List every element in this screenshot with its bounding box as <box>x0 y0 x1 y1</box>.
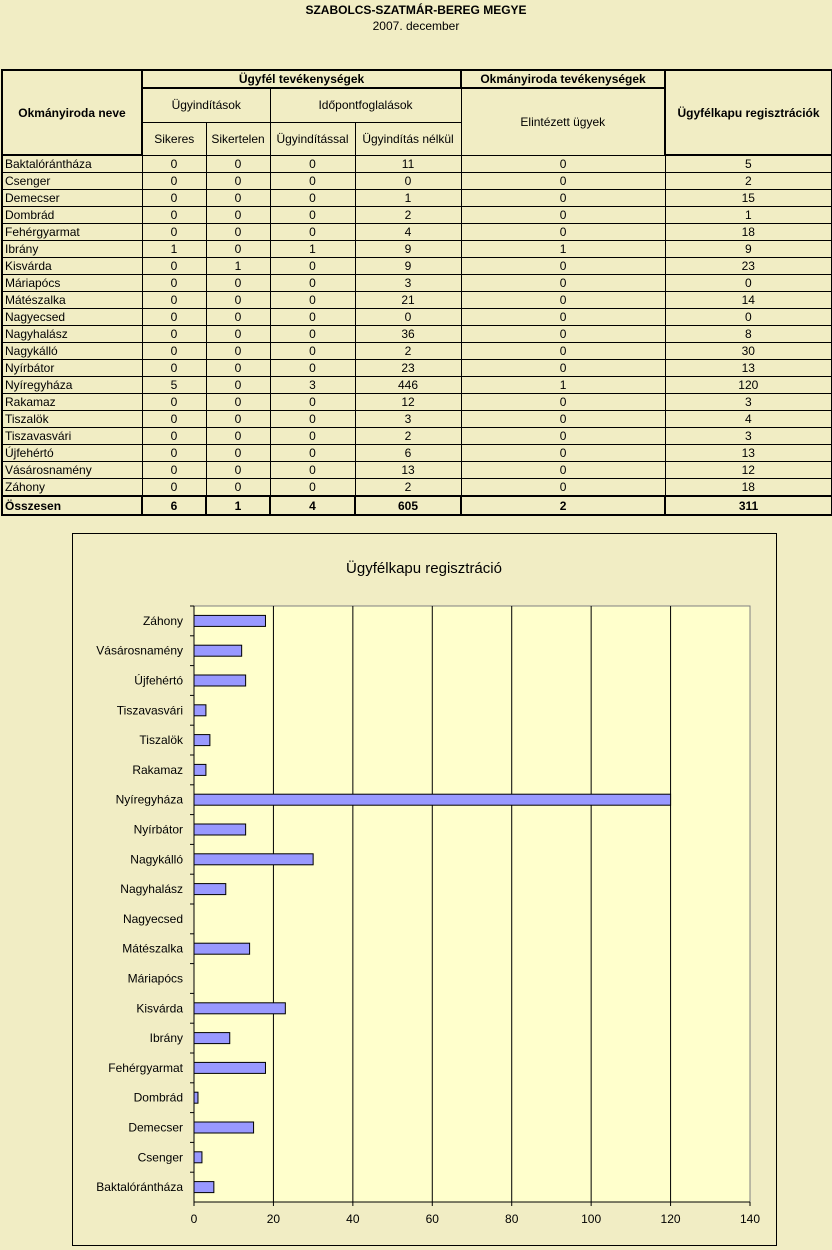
value-cell: 0 <box>206 343 270 360</box>
value-cell: 18 <box>665 224 832 241</box>
value-cell: 0 <box>461 258 665 275</box>
category-label: Kisvárda <box>136 1001 183 1016</box>
table-row <box>2 343 832 360</box>
table-row <box>2 428 832 445</box>
sub-case-launches: Ügyindítások <box>142 88 270 122</box>
gateway-registration-chart <box>73 534 776 1245</box>
bar <box>194 794 671 805</box>
value-cell: 0 <box>461 343 665 360</box>
value-cell: 0 <box>142 207 206 224</box>
table-row <box>2 241 832 258</box>
value-cell: 0 <box>206 377 270 394</box>
x-tick-label: 120 <box>660 1212 681 1226</box>
value-cell: 0 <box>461 173 665 190</box>
value-cell: 0 <box>461 394 665 411</box>
value-cell: 0 <box>206 428 270 445</box>
value-cell: 0 <box>270 292 355 309</box>
total-cell: 2 <box>461 496 665 515</box>
x-tick-label: 80 <box>505 1212 519 1226</box>
total-cell: 1 <box>206 496 270 515</box>
value-cell: 0 <box>270 428 355 445</box>
x-tick-label: 20 <box>266 1212 281 1226</box>
office-name-cell: Tiszalök <box>2 411 142 428</box>
office-name-cell: Kisvárda <box>2 258 142 275</box>
value-cell: 0 <box>142 343 206 360</box>
value-cell: 0 <box>142 428 206 445</box>
office-name-cell: Nyírbátor <box>2 360 142 377</box>
office-name-cell: Fehérgyarmat <box>2 224 142 241</box>
value-cell: 1 <box>206 258 270 275</box>
value-cell: 5 <box>665 155 832 173</box>
value-cell: 2 <box>355 428 461 445</box>
value-cell: 3 <box>355 275 461 292</box>
category-label: Fehérgyarmat <box>108 1060 183 1075</box>
value-cell: 1 <box>461 241 665 258</box>
category-label: Újfehértó <box>134 673 183 688</box>
value-cell: 3 <box>665 394 832 411</box>
total-row <box>2 496 832 515</box>
table-row <box>2 155 832 173</box>
category-label: Baktalórántháza <box>96 1180 183 1195</box>
office-name-cell: Mátészalka <box>2 292 142 309</box>
value-cell: 0 <box>461 326 665 343</box>
value-cell: 0 <box>270 343 355 360</box>
category-label: Tiszavasvári <box>116 703 183 718</box>
value-cell: 0 <box>142 445 206 462</box>
value-cell: 2 <box>355 343 461 360</box>
office-name-cell: Záhony <box>2 479 142 497</box>
value-cell: 0 <box>461 309 665 326</box>
category-label: Vásárosnamény <box>96 643 183 658</box>
value-cell: 0 <box>461 479 665 497</box>
value-cell: 12 <box>355 394 461 411</box>
bar <box>194 735 210 746</box>
value-cell: 0 <box>461 275 665 292</box>
table-row <box>2 377 832 394</box>
col-office-name: Okmányiroda neve <box>2 70 142 155</box>
bar <box>194 764 206 775</box>
value-cell: 0 <box>270 479 355 497</box>
value-cell: 9 <box>665 241 832 258</box>
office-name-cell: Dombrád <box>2 207 142 224</box>
office-name-cell: Baktalórántháza <box>2 155 142 173</box>
table-row <box>2 309 832 326</box>
value-cell: 0 <box>206 173 270 190</box>
value-cell: 0 <box>270 275 355 292</box>
value-cell: 446 <box>355 377 461 394</box>
total-cell: 6 <box>142 496 206 515</box>
table-row <box>2 479 832 497</box>
bar <box>194 943 250 954</box>
value-cell: 0 <box>142 360 206 377</box>
value-cell: 0 <box>142 479 206 497</box>
bar <box>194 884 226 895</box>
value-cell: 0 <box>355 309 461 326</box>
col-gateway-registrations: Ügyfélkapu regisztrációk <box>665 70 832 155</box>
value-cell: 30 <box>665 343 832 360</box>
total-cell: 605 <box>355 496 461 515</box>
bar <box>194 675 246 686</box>
value-cell: 0 <box>270 462 355 479</box>
value-cell: 0 <box>142 326 206 343</box>
value-cell: 0 <box>206 462 270 479</box>
value-cell: 0 <box>142 292 206 309</box>
office-name-cell: Ibrány <box>2 241 142 258</box>
registration-table <box>1 69 832 516</box>
category-label: Ibrány <box>149 1031 183 1046</box>
bar <box>194 645 242 656</box>
value-cell: 0 <box>206 360 270 377</box>
table-row <box>2 360 832 377</box>
value-cell: 0 <box>270 258 355 275</box>
office-name-cell: Nagykálló <box>2 343 142 360</box>
office-name-cell: Máriapócs <box>2 275 142 292</box>
value-cell: 120 <box>665 377 832 394</box>
value-cell: 0 <box>270 155 355 173</box>
value-cell: 14 <box>665 292 832 309</box>
x-tick-label: 140 <box>739 1212 761 1226</box>
x-tick-label: 40 <box>346 1212 360 1226</box>
office-name-cell: Nagyecsed <box>2 309 142 326</box>
leaf-unsuccessful: Sikertelen <box>206 122 270 155</box>
value-cell: 0 <box>461 155 665 173</box>
leaf-with-launch: Ügyindítással <box>270 122 355 155</box>
category-label: Rakamaz <box>132 762 183 777</box>
value-cell: 8 <box>665 326 832 343</box>
value-cell: 9 <box>355 241 461 258</box>
value-cell: 0 <box>206 155 270 173</box>
value-cell: 23 <box>665 258 832 275</box>
value-cell: 0 <box>270 411 355 428</box>
value-cell: 1 <box>270 241 355 258</box>
value-cell: 0 <box>206 224 270 241</box>
table-row <box>2 462 832 479</box>
value-cell: 3 <box>270 377 355 394</box>
value-cell: 1 <box>665 207 832 224</box>
x-tick-label: 0 <box>190 1212 198 1226</box>
table-row <box>2 326 832 343</box>
value-cell: 1 <box>142 241 206 258</box>
value-cell: 21 <box>355 292 461 309</box>
value-cell: 0 <box>270 309 355 326</box>
value-cell: 1 <box>461 377 665 394</box>
page-title: SZABOLCS-SZATMÁR-BEREG MEGYE <box>305 3 527 17</box>
value-cell: 18 <box>665 479 832 497</box>
leaf-without-launch: Ügyindítás nélkül <box>355 122 461 155</box>
value-cell: 0 <box>461 292 665 309</box>
value-cell: 0 <box>206 411 270 428</box>
table-row <box>2 394 832 411</box>
x-tick-label: 100 <box>581 1212 602 1226</box>
x-tick-label: 60 <box>425 1212 439 1226</box>
office-name-cell: Újfehértó <box>2 445 142 462</box>
value-cell: 0 <box>206 445 270 462</box>
value-cell: 0 <box>461 207 665 224</box>
value-cell: 0 <box>461 411 665 428</box>
value-cell: 0 <box>142 155 206 173</box>
value-cell: 0 <box>142 173 206 190</box>
value-cell: 13 <box>665 360 832 377</box>
table-row <box>2 411 832 428</box>
value-cell: 0 <box>270 224 355 241</box>
value-cell: 0 <box>142 411 206 428</box>
value-cell: 0 <box>206 190 270 207</box>
category-label: Nyíregyháza <box>115 792 183 807</box>
office-name-cell: Csenger <box>2 173 142 190</box>
value-cell: 0 <box>206 207 270 224</box>
value-cell: 23 <box>355 360 461 377</box>
bar <box>194 1122 254 1133</box>
category-label: Mátészalka <box>122 941 183 956</box>
value-cell: 0 <box>270 326 355 343</box>
value-cell: 11 <box>355 155 461 173</box>
value-cell: 0 <box>206 394 270 411</box>
value-cell: 0 <box>461 224 665 241</box>
bar <box>194 1062 265 1073</box>
value-cell: 0 <box>355 173 461 190</box>
value-cell: 13 <box>355 462 461 479</box>
value-cell: 4 <box>355 224 461 241</box>
category-label: Nagyhalász <box>120 882 183 897</box>
value-cell: 36 <box>355 326 461 343</box>
value-cell: 0 <box>461 445 665 462</box>
group-office-activities: Okmányiroda tevékenységek <box>461 70 665 88</box>
table-row <box>2 190 832 207</box>
office-name-cell: Tiszavasvári <box>2 428 142 445</box>
value-cell: 0 <box>142 309 206 326</box>
category-label: Dombrád <box>133 1090 183 1105</box>
chart-frame <box>72 533 777 1246</box>
bar <box>194 854 313 865</box>
table-row <box>2 275 832 292</box>
value-cell: 0 <box>142 394 206 411</box>
category-label: Nagyecsed <box>122 911 183 926</box>
value-cell: 0 <box>270 360 355 377</box>
bar <box>194 1182 214 1193</box>
plot-area <box>194 606 750 1202</box>
table-row <box>2 224 832 241</box>
bar <box>194 615 265 626</box>
total-cell: 4 <box>270 496 355 515</box>
table-row <box>2 258 832 275</box>
office-name-cell: Vásárosnamény <box>2 462 142 479</box>
table-row <box>2 445 832 462</box>
value-cell: 0 <box>206 326 270 343</box>
bar <box>194 1033 230 1044</box>
value-cell: 0 <box>270 190 355 207</box>
value-cell: 13 <box>665 445 832 462</box>
bar <box>194 824 246 835</box>
value-cell: 6 <box>355 445 461 462</box>
value-cell: 0 <box>206 309 270 326</box>
value-cell: 0 <box>142 462 206 479</box>
value-cell: 0 <box>461 190 665 207</box>
office-name-cell: Rakamaz <box>2 394 142 411</box>
category-label: Csenger <box>137 1150 183 1165</box>
table-row <box>2 173 832 190</box>
table-row <box>2 292 832 309</box>
chart-title: Ügyfélkapu regisztráció <box>346 560 502 577</box>
value-cell: 0 <box>270 207 355 224</box>
leaf-successful: Sikeres <box>142 122 206 155</box>
category-label: Máriapócs <box>127 971 183 986</box>
value-cell: 0 <box>461 360 665 377</box>
value-cell: 15 <box>665 190 832 207</box>
category-label: Demecser <box>128 1120 183 1135</box>
value-cell: 0 <box>206 275 270 292</box>
total-label: Összesen <box>2 496 142 515</box>
value-cell: 3 <box>355 411 461 428</box>
value-cell: 0 <box>665 275 832 292</box>
bar <box>194 705 206 716</box>
value-cell: 2 <box>665 173 832 190</box>
value-cell: 3 <box>665 428 832 445</box>
office-name-cell: Demecser <box>2 190 142 207</box>
office-name-cell: Nagyhalász <box>2 326 142 343</box>
table-row <box>2 207 832 224</box>
value-cell: 0 <box>206 479 270 497</box>
bar <box>194 1003 285 1014</box>
total-cell: 311 <box>665 496 832 515</box>
value-cell: 0 <box>142 224 206 241</box>
office-name-cell: Nyíregyháza <box>2 377 142 394</box>
value-cell: 9 <box>355 258 461 275</box>
value-cell: 2 <box>355 479 461 497</box>
category-label: Nyírbátor <box>133 822 183 837</box>
category-label: Záhony <box>142 613 183 628</box>
group-client-activities: Ügyfél tevékenységek <box>142 70 461 88</box>
value-cell: 0 <box>142 190 206 207</box>
value-cell: 0 <box>142 258 206 275</box>
bar <box>194 1152 202 1163</box>
sub-bookings: Időpontfoglalások <box>270 88 461 122</box>
value-cell: 12 <box>665 462 832 479</box>
value-cell: 0 <box>206 241 270 258</box>
value-cell: 0 <box>142 275 206 292</box>
value-cell: 0 <box>206 292 270 309</box>
value-cell: 2 <box>355 207 461 224</box>
value-cell: 4 <box>665 411 832 428</box>
category-label: Tiszalök <box>139 733 183 748</box>
value-cell: 1 <box>355 190 461 207</box>
value-cell: 0 <box>270 394 355 411</box>
value-cell: 0 <box>270 173 355 190</box>
category-label: Nagykálló <box>130 852 183 867</box>
value-cell: 5 <box>142 377 206 394</box>
value-cell: 0 <box>461 428 665 445</box>
value-cell: 0 <box>461 462 665 479</box>
sub-completed-cases: Elintézett ügyek <box>461 88 665 155</box>
page-subtitle: 2007. december <box>372 19 460 33</box>
value-cell: 0 <box>665 309 832 326</box>
bar <box>194 1092 198 1103</box>
value-cell: 0 <box>270 445 355 462</box>
